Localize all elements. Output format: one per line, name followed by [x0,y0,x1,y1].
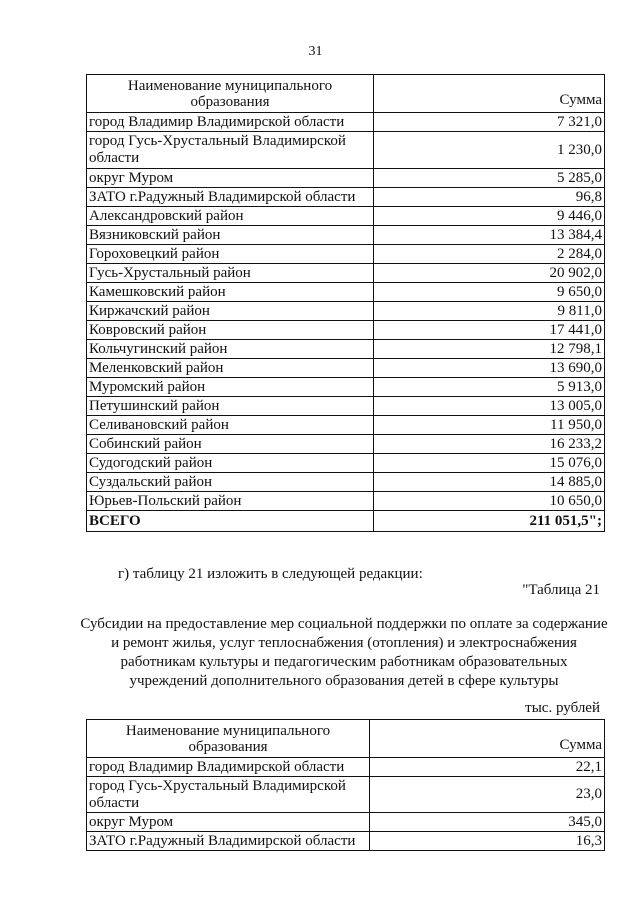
row-sum: 14 885,0 [374,473,605,492]
row-sum: 12 798,1 [374,340,605,359]
row-sum: 17 441,0 [374,321,605,340]
instruction-text: г) таблицу 21 изложить в следующей редакции: [118,566,423,582]
row-name: Судогодский район [87,454,374,473]
row-name: Киржачский район [87,302,374,321]
row-name: Муромский район [87,378,374,397]
table-21 [86,719,605,851]
table-municipal-sums [86,74,605,532]
table-row [87,777,605,813]
row-name: Суздальский район [87,473,374,492]
table-label: "Таблица 21 [522,582,600,598]
row-name: Гусь-Хрустальный район [87,264,374,283]
row-name: Юрьев-Польский район [87,492,374,511]
table-row [87,340,605,359]
table-row [87,473,605,492]
total-sum: 211 051,5"; [374,511,605,532]
header-sum: Сумма [374,75,605,113]
row-name: Петушинский район [87,397,374,416]
row-name: Камешковский район [87,283,374,302]
row-sum: 23,0 [370,777,605,813]
row-name: ЗАТО г.Радужный Владимирской области [87,188,374,207]
row-sum: 22,1 [370,758,605,777]
row-sum: 5 285,0 [374,169,605,188]
row-sum: 7 321,0 [374,113,605,132]
table2-title: Субсидии на предоставление мер социальной поддержки по оплате за содержание и ремонт жилья, услуг теплоснабжения (отопления) и электроснабжения работникам культуры и педагогическим работникам образовательных учреждений дополнительного образования детей в сфере культуры [80,616,608,689]
row-sum: 16 233,2 [374,435,605,454]
row-name: Вязниковский район [87,226,374,245]
table-row [87,207,605,226]
table-header-row [87,75,605,113]
header-name: Наименование муниципального образования [87,720,370,758]
row-sum: 2 284,0 [374,245,605,264]
table-row [87,321,605,340]
table-row [87,169,605,188]
table-row [87,283,605,302]
row-name: Александровский район [87,207,374,226]
row-sum: 11 950,0 [374,416,605,435]
row-name: Селивановский район [87,416,374,435]
table-row [87,435,605,454]
row-sum: 345,0 [370,813,605,832]
table-row [87,416,605,435]
row-name: город Гусь-Хрустальный Владимирской области [87,777,370,813]
row-name: город Владимир Владимирской области [87,758,370,777]
row-name: Ковровский район [87,321,374,340]
total-label: ВСЕГО [87,511,374,532]
table-row [87,832,605,851]
units-label: тыс. рублей [525,700,600,716]
row-name: округ Муром [87,169,374,188]
table-row [87,188,605,207]
row-sum: 5 913,0 [374,378,605,397]
row-name: город Гусь-Хрустальный Владимирской области [87,132,374,169]
table-row [87,264,605,283]
table-row [87,397,605,416]
row-sum: 1 230,0 [374,132,605,169]
table-row [87,302,605,321]
header-sum: Сумма [370,720,605,758]
table-row [87,378,605,397]
table-row [87,113,605,132]
table-header-row [87,720,605,758]
row-sum: 13 690,0 [374,359,605,378]
table-row [87,226,605,245]
row-name: Гороховецкий район [87,245,374,264]
row-name: ЗАТО г.Радужный Владимирской области [87,832,370,851]
row-name: Меленковский район [87,359,374,378]
total-row [87,511,605,532]
row-sum: 15 076,0 [374,454,605,473]
row-name: Собинский район [87,435,374,454]
table-row [87,454,605,473]
row-sum: 9 446,0 [374,207,605,226]
row-sum: 20 902,0 [374,264,605,283]
table-row [87,813,605,832]
table-row [87,758,605,777]
table-row [87,359,605,378]
page-number: 31 [308,44,323,59]
row-sum: 96,8 [374,188,605,207]
row-sum: 10 650,0 [374,492,605,511]
table-row [87,132,605,169]
table-row [87,245,605,264]
row-sum: 13 005,0 [374,397,605,416]
row-sum: 16,3 [370,832,605,851]
row-name: округ Муром [87,813,370,832]
row-name: город Владимир Владимирской области [87,113,374,132]
row-name: Кольчугинский район [87,340,374,359]
row-sum: 13 384,4 [374,226,605,245]
table-row [87,492,605,511]
header-name: Наименование муниципального образования [87,75,374,113]
row-sum: 9 650,0 [374,283,605,302]
row-sum: 9 811,0 [374,302,605,321]
